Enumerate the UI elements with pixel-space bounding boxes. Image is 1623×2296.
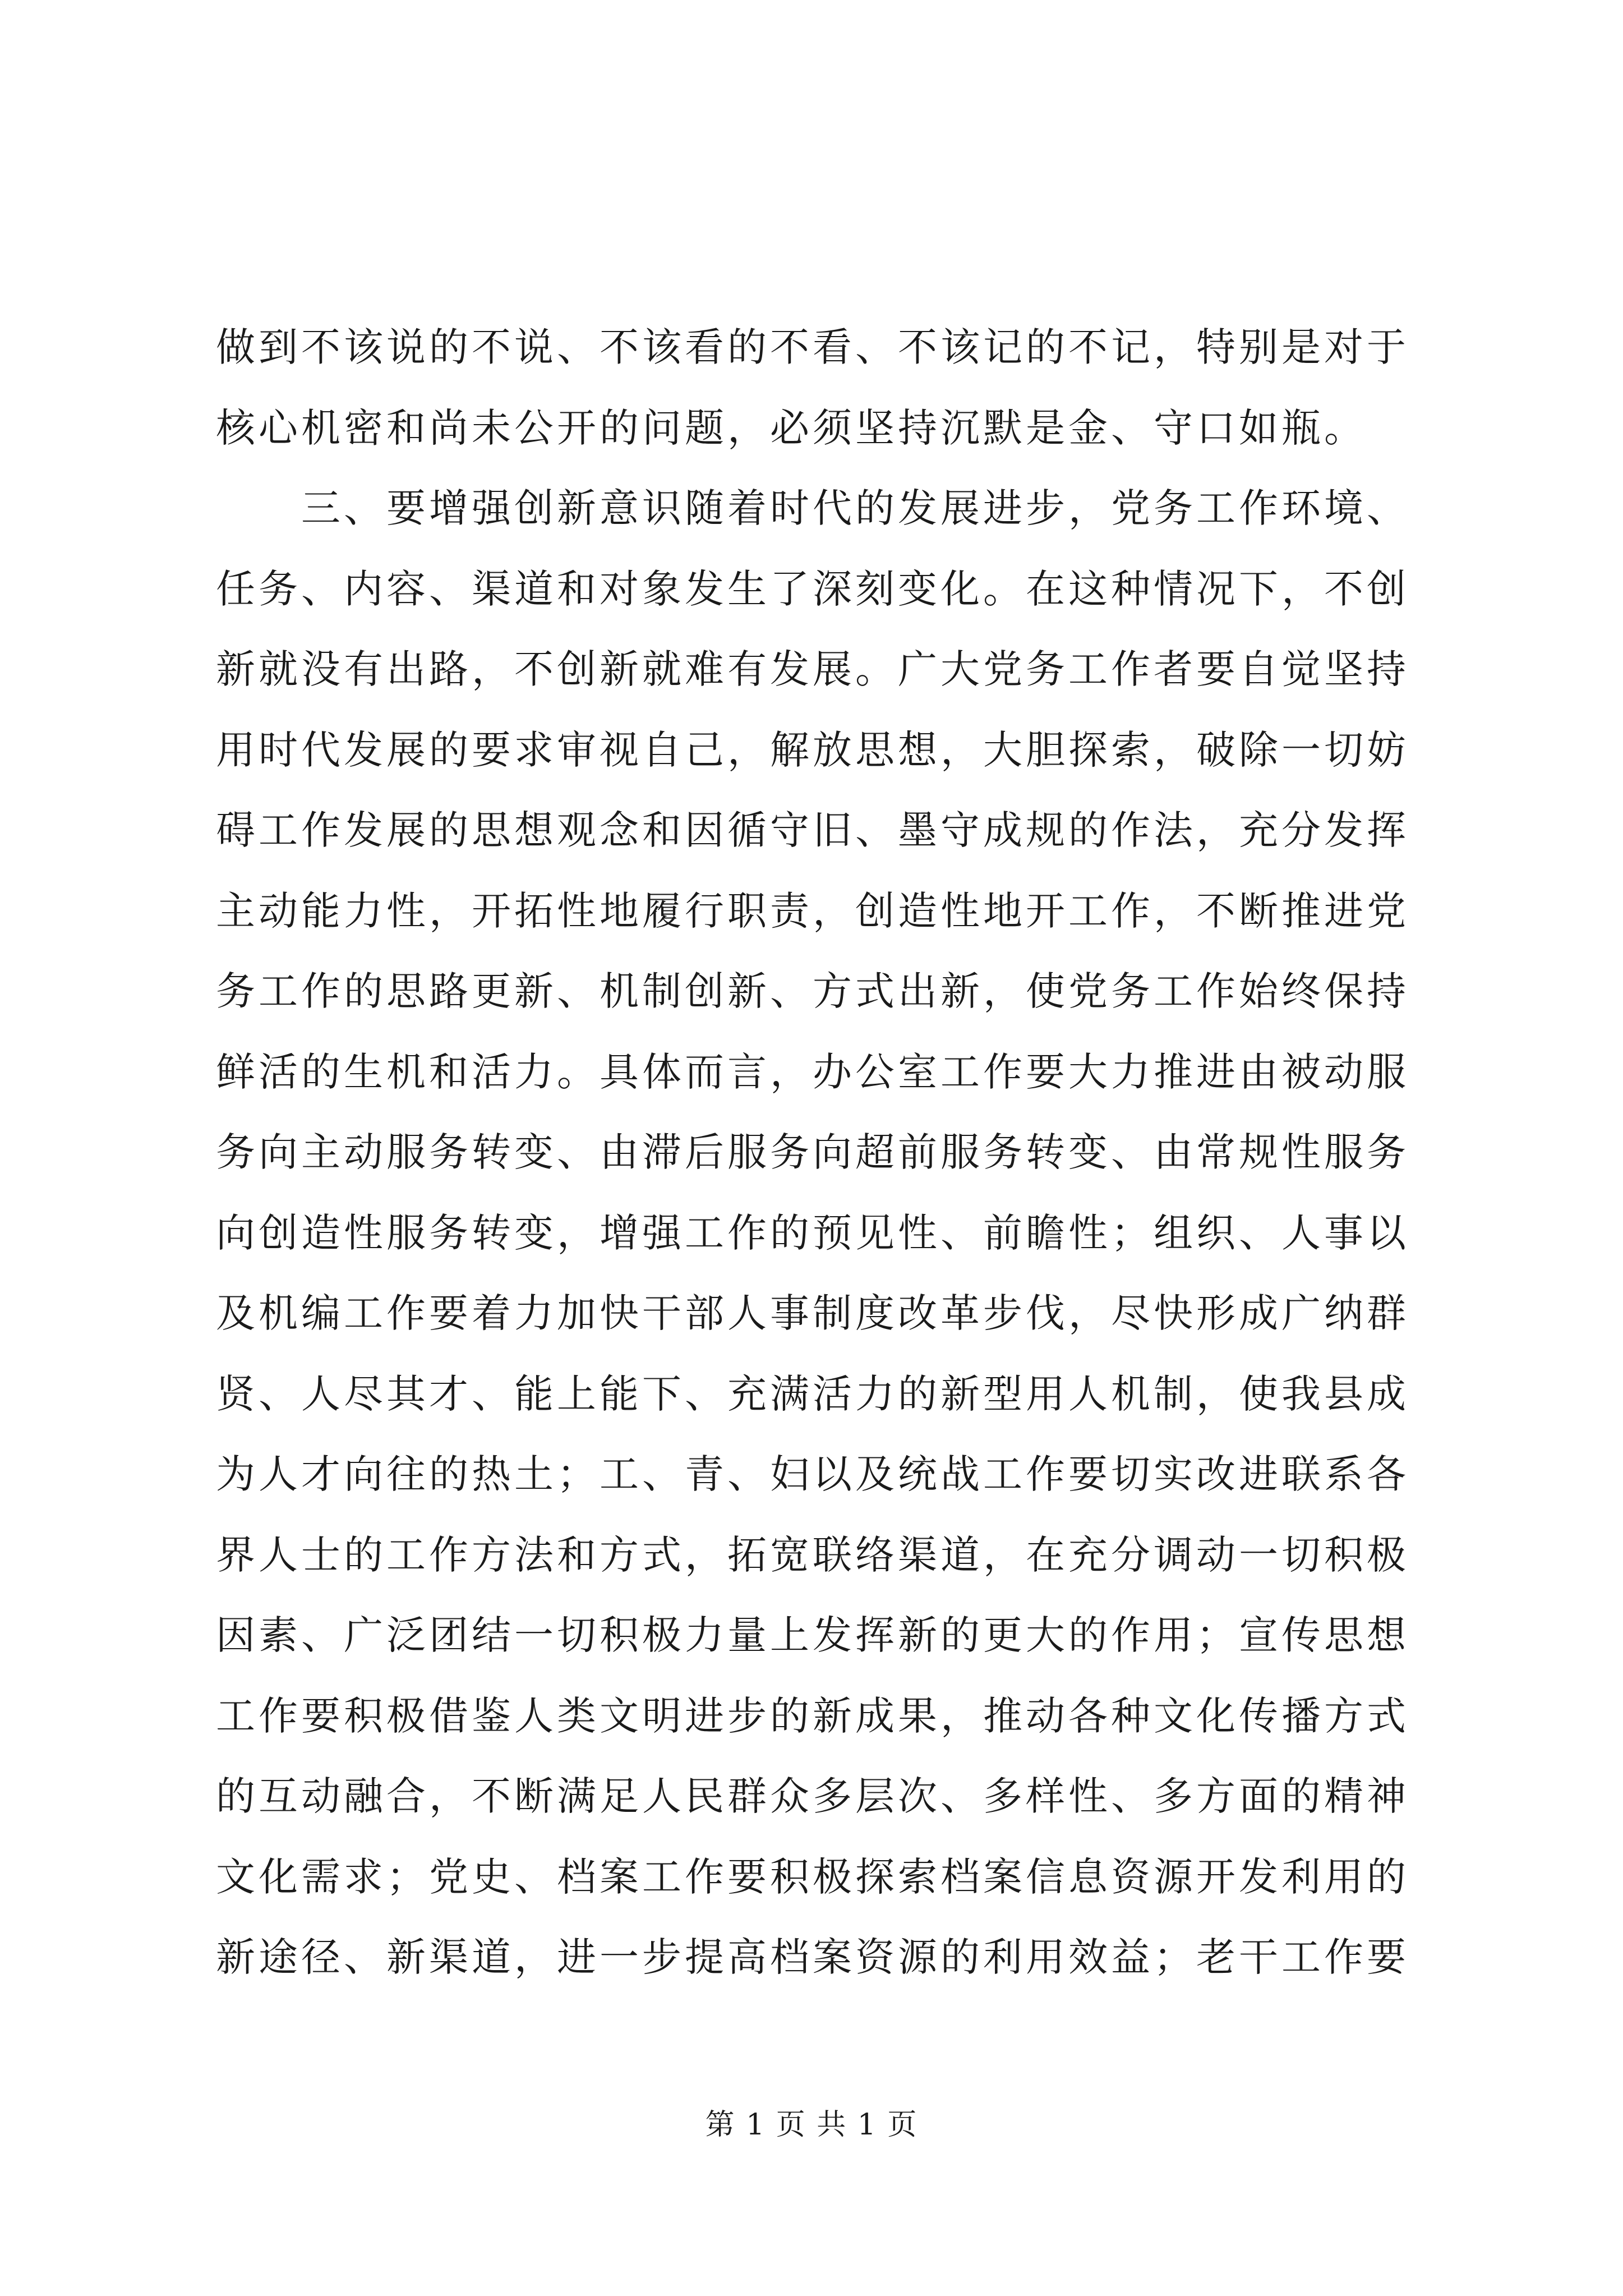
- text-line: 文化需求；党史、档案工作要积极探索档案信息资源开发利用的: [216, 1853, 1409, 1900]
- text-line: 工作要积极借鉴人类文明进步的新成果，推动各种文化传播方式: [216, 1692, 1409, 1739]
- text-line: 的互动融合，不断满足人民群众多层次、多样性、多方面的精神: [216, 1773, 1409, 1819]
- text-line: 因素、广泛团结一切积极力量上发挥新的更大的作用；宣传思想: [216, 1612, 1409, 1658]
- text-line: 鲜活的生机和活力。具体而言，办公室工作要大力推进由被动服: [216, 1048, 1409, 1095]
- text-line: 三、要增强创新意识随着时代的发展进步，党务工作环境、: [216, 485, 1409, 531]
- text-line: 及机编工作要着力加快干部人事制度改革步伐，尽快形成广纳群: [216, 1290, 1409, 1336]
- text-line: 做到不该说的不说、不该看的不看、不该记的不记，特别是对于: [216, 324, 1409, 370]
- text-line: 贤、人尽其才、能上能下、充满活力的新型用人机制，使我县成: [216, 1370, 1409, 1417]
- text-line: 务向主动服务转变、由滞后服务向超前服务转变、由常规性服务: [216, 1129, 1409, 1175]
- text-line: 主动能力性，开拓性地履行职责，创造性地开工作，不断推进党: [216, 887, 1409, 934]
- body-text: [216, 307, 1416, 1998]
- text-line: 核心机密和尚未公开的问题，必须坚持沉默是金、守口如瓶。: [216, 404, 1367, 451]
- text-line: 务工作的思路更新、机制创新、方式出新，使党务工作始终保持: [216, 968, 1409, 1014]
- page-number-label: 第 1 页 共 1 页: [705, 2108, 918, 2142]
- text-line: 新途径、新渠道，进一步提高档案资源的利用效益；老干工作要: [216, 1934, 1409, 1980]
- page-footer: [0, 2101, 1623, 2143]
- text-line: 任务、内容、渠道和对象发生了深刻变化。在这种情况下，不创: [216, 565, 1409, 612]
- text-line: 碍工作发展的思想观念和因循守旧、墨守成规的作法，充分发挥: [216, 807, 1409, 853]
- text-line: 新就没有出路，不创新就难有发展。广大党务工作者要自觉坚持: [216, 646, 1409, 692]
- text-line: 用时代发展的要求审视自己，解放思想，大胆探索，破除一切妨: [216, 726, 1409, 773]
- text-line: 向创造性服务转变，增强工作的预见性、前瞻性；组织、人事以: [216, 1209, 1409, 1256]
- text-line: 为人才向往的热土；工、青、妇以及统战工作要切实改进联系各: [216, 1451, 1409, 1497]
- text-line: 界人士的工作方法和方式，拓宽联络渠道，在充分调动一切积极: [216, 1531, 1409, 1578]
